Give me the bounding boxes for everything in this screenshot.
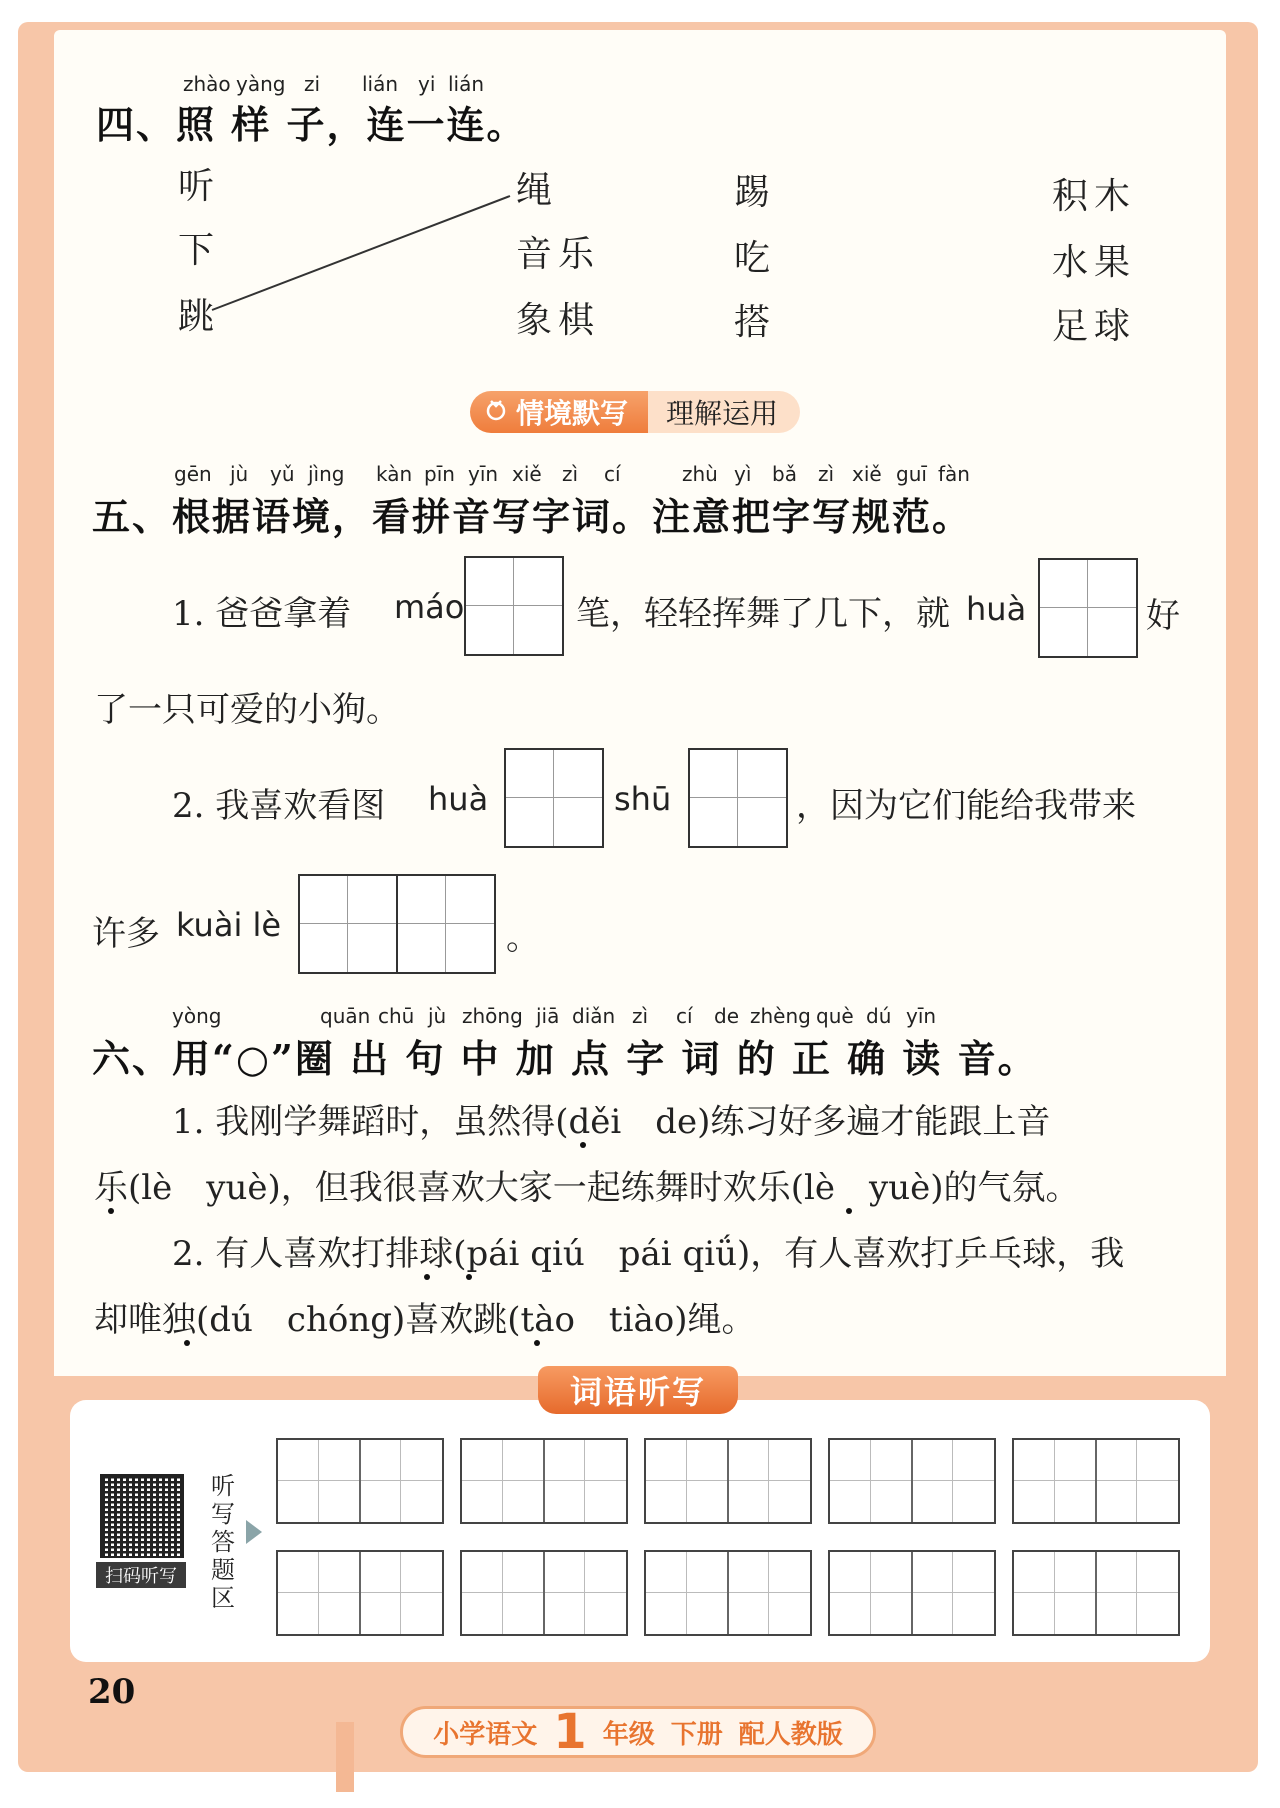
qr-code-icon[interactable] bbox=[100, 1474, 184, 1558]
pinyin-yi: yi bbox=[418, 72, 436, 96]
col4-item-3[interactable]: 足球 bbox=[1052, 306, 1137, 347]
q2-period: 。 bbox=[506, 918, 540, 958]
answer-box-hua-2[interactable] bbox=[504, 748, 604, 848]
q2-pinyin-shu: shū bbox=[614, 780, 672, 818]
pinyin-yi-5: yì bbox=[734, 462, 752, 486]
answer-box-kuai[interactable] bbox=[298, 874, 398, 974]
pinyin-fan: fàn bbox=[938, 462, 970, 486]
pinyin-zi-5: zì bbox=[562, 462, 579, 486]
s6-line3: 2. 有人喜欢打排球(pái qiú pái qiǘ)，有人喜欢打乒乓球，我 bbox=[172, 1234, 1125, 1274]
pinyin-zhao: zhào bbox=[183, 72, 231, 96]
section-badge bbox=[470, 390, 800, 434]
q1-text-d: 了一只可爱的小狗。 bbox=[94, 690, 400, 730]
dictation-box[interactable] bbox=[460, 1550, 628, 1636]
col1-item-3[interactable]: 跳 bbox=[178, 296, 221, 337]
pinyin-quan: quān bbox=[320, 1004, 371, 1028]
s6-line4: 却唯独(dú chóng)喜欢跳(tào tiào)绳。 bbox=[94, 1300, 756, 1340]
dictation-box[interactable] bbox=[828, 1550, 996, 1636]
pinyin-gui: guī bbox=[896, 462, 927, 486]
q2-text-c: 许多 bbox=[92, 914, 160, 954]
col2-item-3[interactable]: 象棋 bbox=[516, 300, 601, 341]
col3-item-3[interactable]: 搭 bbox=[734, 302, 777, 343]
q1-text-a: 1. 爸爸拿着 bbox=[172, 594, 352, 634]
pinyin-pin: pīn bbox=[424, 462, 455, 486]
footer-book-info bbox=[400, 1706, 876, 1758]
pinyin-yin: yīn bbox=[468, 462, 499, 486]
pinyin-xie: xiě bbox=[512, 462, 542, 486]
q1-text-b: 笔，轻轻挥舞了几下，就 bbox=[576, 594, 950, 634]
footer-edition: 配人教版 bbox=[738, 1719, 843, 1750]
pinyin-du: dú bbox=[866, 1004, 892, 1028]
emphasis-dot bbox=[846, 1208, 852, 1214]
pinyin-ci: cí bbox=[604, 462, 621, 486]
pinyin-ju-6: jù bbox=[428, 1004, 447, 1028]
col3-item-1[interactable]: 踢 bbox=[734, 172, 777, 213]
pinyin-chu: chū bbox=[378, 1004, 415, 1028]
dictation-tab: 词语听写 bbox=[538, 1366, 738, 1414]
badge-sub-label: 理解运用 bbox=[648, 391, 800, 433]
section4-title: 四、照 样 子，连一连。 bbox=[96, 102, 527, 147]
emphasis-dot bbox=[534, 1340, 540, 1346]
pinyin-zhu: zhù bbox=[682, 462, 718, 486]
pinyin-jing: jìng bbox=[308, 462, 345, 486]
col3-item-2[interactable]: 吃 bbox=[734, 238, 777, 279]
section6-title: 六、用“○”圈 出 句 中 加 点 字 词 的 正 确 读 音。 bbox=[92, 1036, 1038, 1081]
answer-box-shu[interactable] bbox=[688, 748, 788, 848]
pinyin-zi-6: zì bbox=[632, 1004, 649, 1028]
dictation-side-label: 听写答题区 bbox=[211, 1472, 235, 1612]
badge-main-label: 情境默写 bbox=[516, 397, 629, 430]
pinyin-yong: yòng bbox=[172, 1004, 222, 1028]
q1-pinyin-mao: máo bbox=[394, 588, 465, 626]
pinyin-lian: lián bbox=[362, 72, 399, 96]
q2-text-a: 2. 我喜欢看图 bbox=[172, 786, 386, 826]
dictation-box[interactable] bbox=[1012, 1550, 1180, 1636]
pinyin-ba: bǎ bbox=[772, 462, 797, 486]
pinyin-dian: diǎn bbox=[572, 1004, 616, 1028]
pinyin-zhong: zhōng bbox=[462, 1004, 523, 1028]
pinyin-zi: zi bbox=[304, 72, 321, 96]
dictation-box[interactable] bbox=[1012, 1438, 1180, 1524]
pinyin-lian-2: lián bbox=[448, 72, 485, 96]
q1-pinyin-hua: huà bbox=[966, 590, 1027, 628]
q2-text-b: ，因为它们能给我带来 bbox=[796, 786, 1136, 826]
dictation-box[interactable] bbox=[460, 1438, 628, 1524]
dictation-box[interactable] bbox=[828, 1438, 996, 1524]
dictation-box[interactable] bbox=[644, 1550, 812, 1636]
s6-line1: 1. 我刚学舞蹈时，虽然得(děi de)练习好多遍才能跟上音 bbox=[172, 1102, 1051, 1142]
q1-text-c: 好 bbox=[1146, 596, 1180, 636]
pinyin-ci-6: cí bbox=[676, 1004, 693, 1028]
pinyin-ju: jù bbox=[230, 462, 249, 486]
book-spine-decoration bbox=[336, 1722, 354, 1792]
page-number: 20 bbox=[88, 1672, 136, 1712]
answer-box-le[interactable] bbox=[396, 874, 496, 974]
medal-icon bbox=[484, 396, 508, 429]
pinyin-zi-5b: zì bbox=[818, 462, 835, 486]
example-connect-line bbox=[0, 0, 1280, 400]
footer-subject: 小学语文 bbox=[433, 1719, 538, 1750]
col2-item-1[interactable]: 绳 bbox=[516, 170, 559, 211]
emphasis-dot bbox=[580, 1142, 586, 1148]
dictation-box[interactable] bbox=[644, 1438, 812, 1524]
answer-box-mao[interactable] bbox=[464, 556, 564, 656]
emphasis-dot bbox=[184, 1340, 190, 1346]
pinyin-gen: gēn bbox=[174, 462, 212, 486]
qr-label: 扫码听写 bbox=[96, 1562, 186, 1588]
pinyin-jia: jiā bbox=[536, 1004, 560, 1028]
q2-pinyin-hua: huà bbox=[428, 780, 489, 818]
col4-item-1[interactable]: 积木 bbox=[1052, 176, 1137, 217]
footer-grade: 年级 bbox=[602, 1719, 655, 1750]
pinyin-yin-6: yīn bbox=[906, 1004, 937, 1028]
col4-item-2[interactable]: 水果 bbox=[1052, 242, 1137, 283]
footer-volume: 下册 bbox=[670, 1719, 723, 1750]
q2-pinyin-kuaile: kuài lè bbox=[176, 906, 282, 944]
dictation-box[interactable] bbox=[276, 1438, 444, 1524]
col2-item-2[interactable]: 音乐 bbox=[516, 234, 601, 275]
col1-item-1[interactable]: 听 bbox=[178, 166, 221, 207]
dictation-box[interactable] bbox=[276, 1550, 444, 1636]
pinyin-zheng: zhèng bbox=[750, 1004, 811, 1028]
s6-line2: 乐(lè yuè)，但我很喜欢大家一起练舞时欢乐(lè yuè)的气氛。 bbox=[94, 1168, 1080, 1208]
emphasis-dot bbox=[466, 1274, 472, 1280]
pinyin-kan: kàn bbox=[376, 462, 413, 486]
pinyin-que: què bbox=[816, 1004, 854, 1028]
emphasis-dot bbox=[424, 1274, 430, 1280]
pinyin-de: de bbox=[714, 1004, 739, 1028]
pinyin-yang: yàng bbox=[236, 72, 286, 96]
footer-grade-number: 1 bbox=[553, 1704, 587, 1760]
col1-item-2[interactable]: 下 bbox=[178, 230, 221, 271]
answer-box-hua[interactable] bbox=[1038, 558, 1138, 658]
section5-title: 五、根据语境，看拼音写字词。注意把字写规范。 bbox=[92, 494, 973, 539]
emphasis-dot bbox=[108, 1208, 114, 1214]
pinyin-yu: yǔ bbox=[270, 462, 295, 486]
arrow-right-icon bbox=[246, 1520, 262, 1544]
pinyin-xie-5: xiě bbox=[852, 462, 882, 486]
